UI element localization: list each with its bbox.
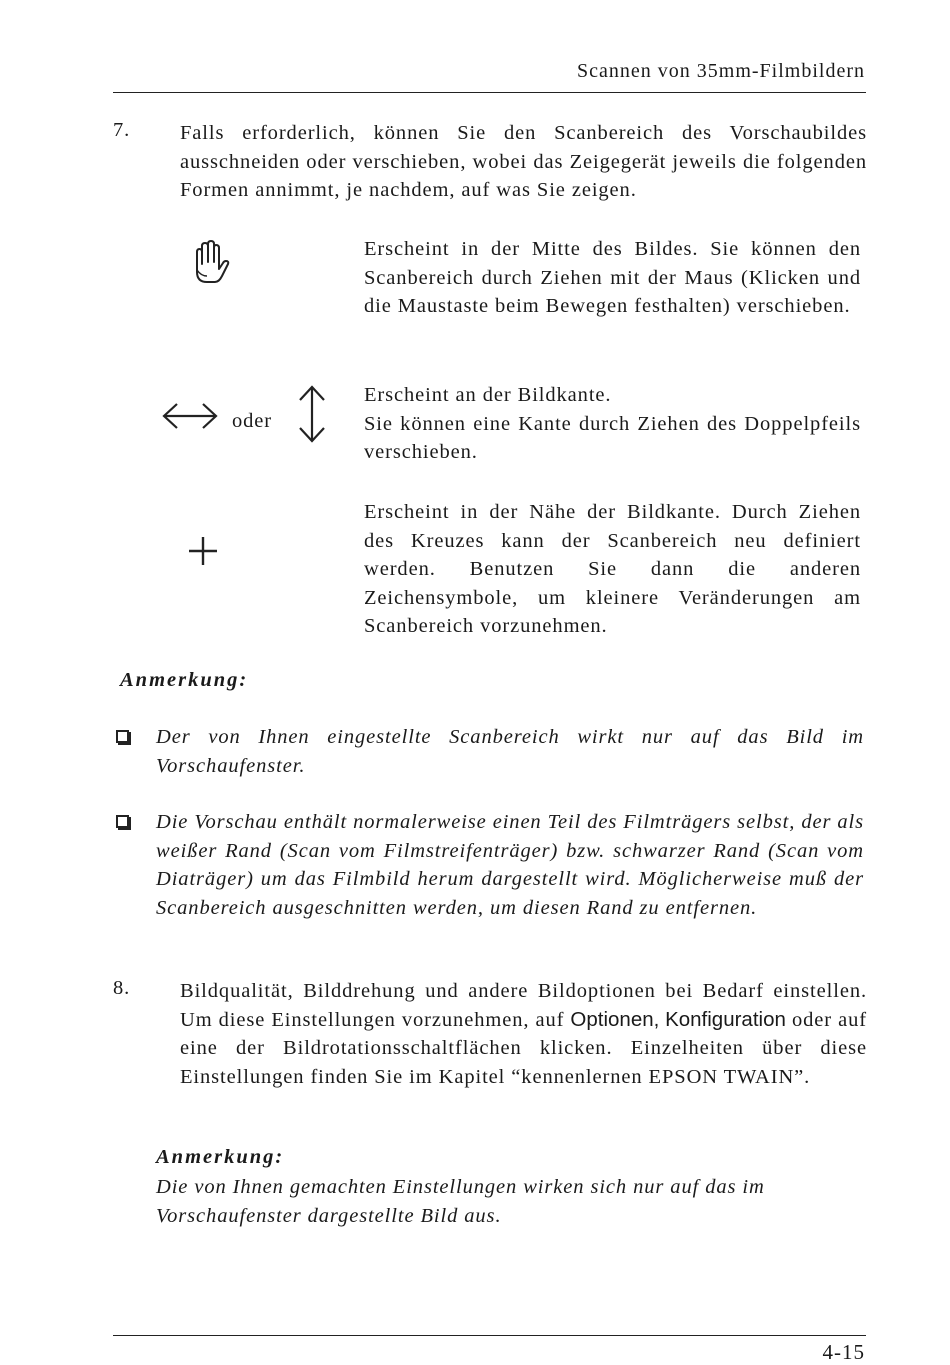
checkbox-bullet-icon (116, 730, 129, 743)
step-8-text (180, 977, 867, 1091)
note-2-text: Die von Ihnen gemachten Einstellungen wirken sich nur auf das im Vorschaufenster dargestellte Bild aus. (156, 1176, 765, 1227)
running-header: Scannen von 35mm-Filmbildern (577, 60, 865, 82)
hand-description: Erscheint in der Mitte des Bildes. Sie können den Scanbereich durch Ziehen mit der Maus (Klicken und die Maustaste beim Bewegen festhalten) verschieben. (364, 238, 861, 317)
note-heading-2: Anmerkung: (156, 1146, 285, 1168)
note-heading: Anmerkung: (120, 669, 249, 691)
menu-path-optionen-konfiguration: Optionen, Konfiguration (570, 1007, 786, 1031)
note-bullet-1: Der von Ihnen eingestellte Scanbereich wirkt nur auf das Bild im Vorschaufenster. (156, 726, 864, 777)
oder-label: oder (232, 410, 273, 432)
vertical-double-arrow-icon (296, 384, 328, 444)
page-number: 4-15 (822, 1340, 865, 1364)
double-arrow-description (364, 381, 861, 467)
step-7-text: Falls erforderlich, können Sie den Scanbereich des Vorschaubildes ausschneiden oder verschieben, wobei das Zeigegerät jeweils die folgenden Formen annimmt, je nachdem, auf was Sie zeigen. (180, 122, 867, 201)
checkbox-bullet-icon (116, 815, 129, 828)
hand-icon (189, 240, 231, 286)
double-arrow-line1: Erscheint an der Bildkante. (364, 384, 612, 406)
crosshair-icon (187, 535, 219, 567)
step-8-text-part2: oder auf eine der Bildrotationsschaltflächen klicken. Einzelheiten über diese Einstellungen finden Sie im Kapitel “kennenlernen EPSON TWAIN”. (180, 1008, 867, 1088)
step-8-number: 8. (113, 977, 131, 999)
note-bullet-2: Die Vorschau enthält normalerweise einen Teil des Filmträgers selbst, der als weißer Rand (Scan vom Filmstreifenträger) bzw. schwarzer Rand (Scan vom Diaträger) um das Filmbild herum dargestellt wird. Möglicherweise muß der Scanbereich ausgeschnitten werden, um diesen Rand zu entfernen. (156, 811, 864, 919)
crosshair-description: Erscheint in der Nähe der Bildkante. Durch Ziehen des Kreuzes kann der Scanbereich neu definiert werden. Benutzen Sie dann die anderen Zeichensymbole, um kleinere Veränderungen am Scanbereich vorzunehmen. (364, 501, 861, 637)
step-7-number: 7. (113, 119, 131, 141)
step-8-text-part1: Bildqualität, Bilddrehung und andere Bildoptionen bei Bedarf einstellen. Um diese Einstellungen vorzunehmen, auf (180, 980, 867, 1031)
footer-rule (113, 1335, 866, 1336)
double-arrow-line2: Sie können eine Kante durch Ziehen des Doppelpfeils verschieben. (364, 412, 861, 463)
horizontal-double-arrow-icon (161, 400, 219, 432)
header-rule (113, 92, 866, 93)
